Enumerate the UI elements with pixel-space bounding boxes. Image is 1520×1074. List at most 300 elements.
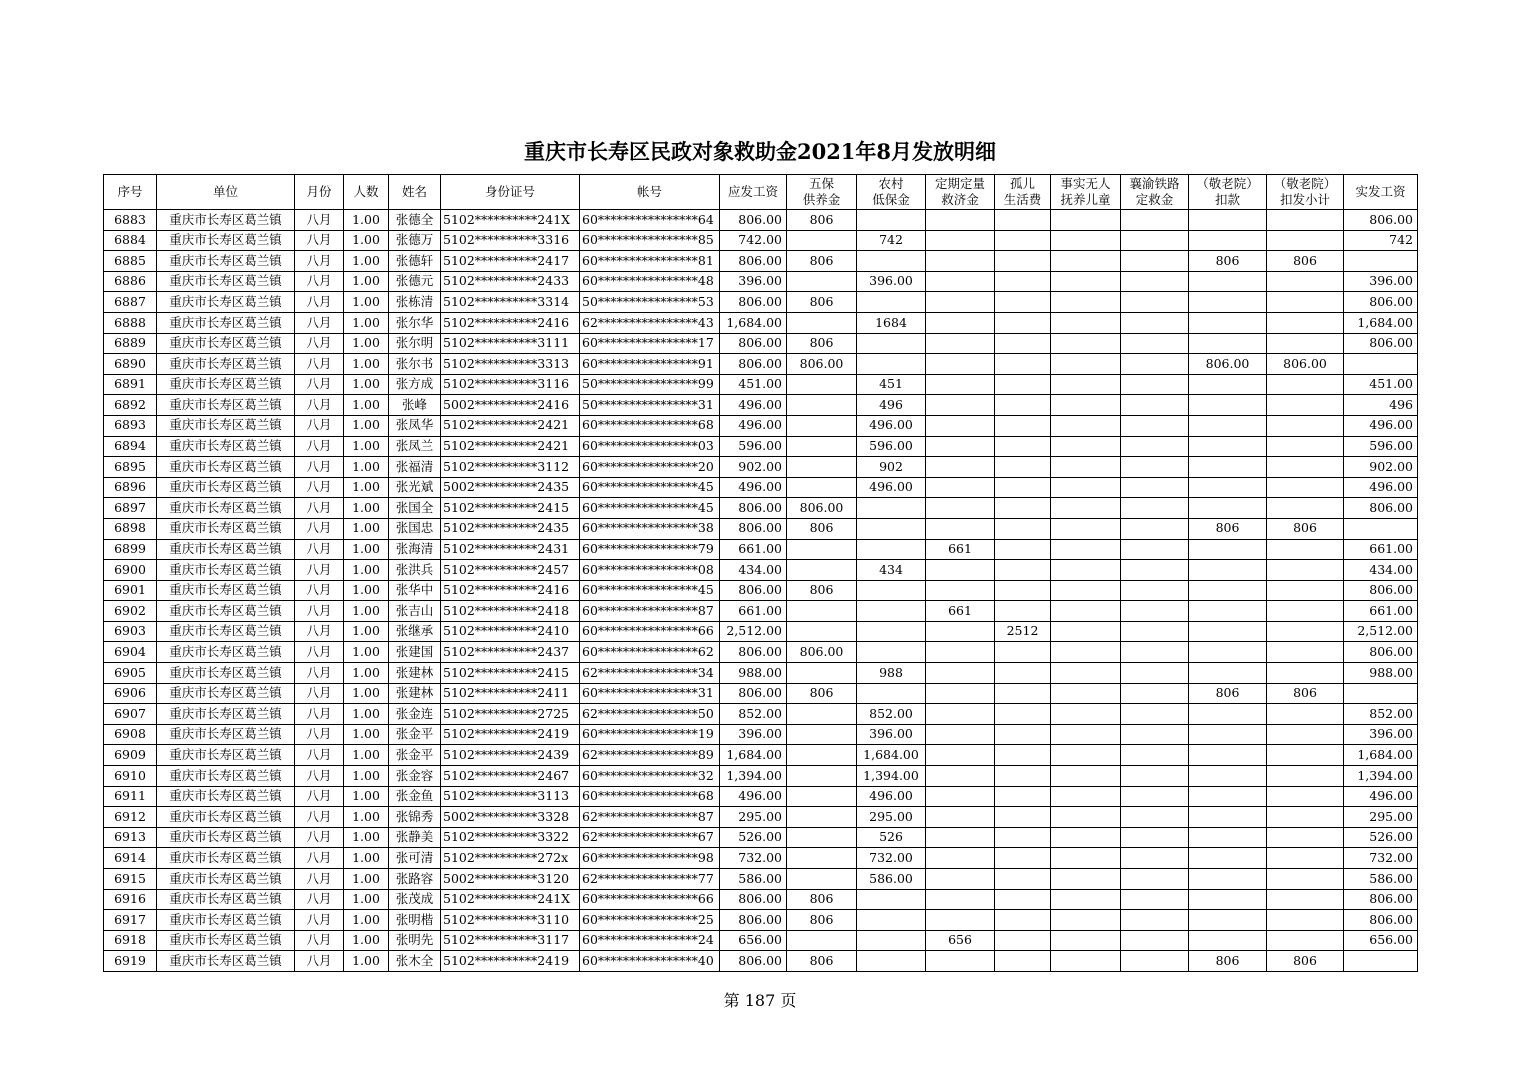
table-cell: [926, 477, 995, 498]
table-cell: [1189, 395, 1267, 416]
table-cell: 重庆市长寿区葛兰镇: [157, 683, 295, 704]
column-header: 帐号: [580, 175, 720, 210]
table-cell: 6883: [104, 210, 157, 231]
table-cell: [1051, 745, 1121, 766]
table-cell: 1.00: [344, 786, 389, 807]
table-cell: 5102**********3110: [441, 910, 580, 931]
table-cell: [926, 951, 995, 972]
table-row: [104, 704, 1418, 725]
table-cell: [1051, 374, 1121, 395]
table-cell: 6892: [104, 395, 157, 416]
table-cell: 八月: [295, 560, 344, 581]
relief-table: [103, 174, 1418, 972]
table-cell: 451.00: [720, 374, 787, 395]
table-cell: 重庆市长寿区葛兰镇: [157, 580, 295, 601]
table-cell: 1.00: [344, 827, 389, 848]
table-cell: [1121, 683, 1189, 704]
table-cell: 806: [1189, 951, 1267, 972]
table-cell: [1051, 580, 1121, 601]
table-cell: 重庆市长寿区葛兰镇: [157, 539, 295, 560]
table-cell: 八月: [295, 374, 344, 395]
table-cell: 988.00: [1344, 663, 1418, 684]
table-cell: [1189, 210, 1267, 231]
table-cell: [995, 560, 1051, 581]
table-cell: 张德万: [389, 230, 441, 251]
table-cell: [1121, 477, 1189, 498]
table-cell: 5102**********241X: [441, 210, 580, 231]
table-cell: [1121, 745, 1189, 766]
table-cell: [1051, 889, 1121, 910]
table-cell: 八月: [295, 642, 344, 663]
table-cell: 重庆市长寿区葛兰镇: [157, 395, 295, 416]
table-cell: [1267, 663, 1344, 684]
table-cell: [926, 560, 995, 581]
table-cell: 526.00: [720, 827, 787, 848]
table-cell: 60****************79: [580, 539, 720, 560]
table-cell: 656.00: [1344, 930, 1418, 951]
table-cell: 62****************34: [580, 663, 720, 684]
table-cell: [995, 724, 1051, 745]
table-cell: [1267, 766, 1344, 787]
table-cell: 6919: [104, 951, 157, 972]
table-row: [104, 312, 1418, 333]
table-cell: [926, 518, 995, 539]
table-cell: 1,394.00: [1344, 766, 1418, 787]
table-cell: [926, 807, 995, 828]
table-cell: 50****************99: [580, 374, 720, 395]
table-cell: 661.00: [1344, 539, 1418, 560]
table-cell: [995, 889, 1051, 910]
table-row: [104, 580, 1418, 601]
table-cell: 806.00: [720, 210, 787, 231]
table-cell: 806.00: [1344, 889, 1418, 910]
table-row: [104, 436, 1418, 457]
table-cell: [1051, 663, 1121, 684]
table-cell: 重庆市长寿区葛兰镇: [157, 807, 295, 828]
table-cell: 张茂成: [389, 889, 441, 910]
table-cell: [787, 230, 857, 251]
table-cell: 1.00: [344, 436, 389, 457]
table-cell: [1267, 312, 1344, 333]
table-cell: 1.00: [344, 271, 389, 292]
table-cell: [995, 910, 1051, 931]
table-cell: 1,684.00: [1344, 312, 1418, 333]
table-cell: 5102**********3117: [441, 930, 580, 951]
page-title: 重庆市长寿区民政对象救助金2021年8月发放明细: [523, 139, 997, 164]
table-row: [104, 889, 1418, 910]
table-cell: 5102**********2418: [441, 601, 580, 622]
table-cell: [857, 251, 926, 272]
table-cell: 重庆市长寿区葛兰镇: [157, 251, 295, 272]
table-cell: 八月: [295, 518, 344, 539]
table-cell: 张德元: [389, 271, 441, 292]
table-cell: 5102**********2417: [441, 251, 580, 272]
table-cell: [1189, 230, 1267, 251]
table-cell: [995, 848, 1051, 869]
table-cell: [857, 642, 926, 663]
table-cell: [1267, 374, 1344, 395]
table-cell: 295.00: [857, 807, 926, 828]
table-cell: 1,684.00: [720, 312, 787, 333]
table-cell: [1051, 251, 1121, 272]
table-cell: [1189, 724, 1267, 745]
table-cell: 张建国: [389, 642, 441, 663]
table-cell: 八月: [295, 827, 344, 848]
table-cell: [995, 436, 1051, 457]
table-cell: 806: [787, 580, 857, 601]
table-row: [104, 395, 1418, 416]
table-cell: [926, 848, 995, 869]
table-cell: 60****************64: [580, 210, 720, 231]
table-cell: 重庆市长寿区葛兰镇: [157, 786, 295, 807]
table-cell: [1189, 539, 1267, 560]
table-cell: [926, 786, 995, 807]
table-cell: [995, 786, 1051, 807]
table-cell: [1051, 539, 1121, 560]
table-cell: [1121, 498, 1189, 519]
table-cell: [1121, 930, 1189, 951]
table-cell: [1189, 869, 1267, 890]
table-cell: 295.00: [720, 807, 787, 828]
table-cell: 451: [857, 374, 926, 395]
table-cell: 1.00: [344, 663, 389, 684]
table-cell: 806: [1267, 951, 1344, 972]
table-cell: 张建林: [389, 683, 441, 704]
table-cell: [857, 210, 926, 231]
table-cell: 5002**********2416: [441, 395, 580, 416]
table-cell: 八月: [295, 869, 344, 890]
table-cell: [995, 374, 1051, 395]
table-cell: [1121, 889, 1189, 910]
table-cell: 60****************45: [580, 498, 720, 519]
table-cell: 重庆市长寿区葛兰镇: [157, 415, 295, 436]
table-cell: [995, 601, 1051, 622]
table-cell: 八月: [295, 498, 344, 519]
table-cell: 重庆市长寿区葛兰镇: [157, 518, 295, 539]
table-cell: [1189, 415, 1267, 436]
table-cell: [857, 621, 926, 642]
table-cell: 60****************66: [580, 889, 720, 910]
table-cell: [1189, 827, 1267, 848]
table-row: [104, 518, 1418, 539]
table-cell: 596.00: [720, 436, 787, 457]
table-cell: 661.00: [1344, 601, 1418, 622]
table-cell: [1189, 580, 1267, 601]
table-cell: 6903: [104, 621, 157, 642]
table-cell: 50****************53: [580, 292, 720, 313]
table-cell: 6898: [104, 518, 157, 539]
table-cell: 八月: [295, 786, 344, 807]
table-cell: [926, 704, 995, 725]
table-cell: 5102**********2435: [441, 518, 580, 539]
table-row: [104, 374, 1418, 395]
table-cell: [995, 580, 1051, 601]
table-cell: 596.00: [857, 436, 926, 457]
column-header: 农村 低保金: [857, 175, 926, 210]
table-cell: 6907: [104, 704, 157, 725]
table-cell: 852.00: [857, 704, 926, 725]
table-cell: 5102**********2439: [441, 745, 580, 766]
table-cell: 重庆市长寿区葛兰镇: [157, 930, 295, 951]
table-cell: 5102**********2431: [441, 539, 580, 560]
table-cell: [857, 354, 926, 375]
table-cell: [995, 683, 1051, 704]
table-cell: [1051, 457, 1121, 478]
table-cell: [857, 333, 926, 354]
table-cell: 806: [787, 292, 857, 313]
table-cell: 5102**********2467: [441, 766, 580, 787]
table-cell: [1121, 374, 1189, 395]
table-cell: 重庆市长寿区葛兰镇: [157, 477, 295, 498]
table-cell: 张峰: [389, 395, 441, 416]
table-cell: [1051, 869, 1121, 890]
header-row: [104, 175, 1418, 210]
table-cell: 重庆市长寿区葛兰镇: [157, 560, 295, 581]
table-row: [104, 642, 1418, 663]
table-cell: 6897: [104, 498, 157, 519]
table-cell: 1.00: [344, 560, 389, 581]
table-cell: [1051, 312, 1121, 333]
table-cell: 656: [926, 930, 995, 951]
table-cell: [1121, 848, 1189, 869]
table-cell: 806.00: [1344, 580, 1418, 601]
table-cell: [1121, 518, 1189, 539]
table-cell: [1267, 642, 1344, 663]
table-cell: [1051, 395, 1121, 416]
table-cell: 八月: [295, 395, 344, 416]
table-cell: [1121, 230, 1189, 251]
table-cell: 1.00: [344, 951, 389, 972]
table-cell: [1121, 580, 1189, 601]
table-cell: 60****************98: [580, 848, 720, 869]
table-cell: [1267, 292, 1344, 313]
table-cell: 60****************66: [580, 621, 720, 642]
table-cell: [1267, 724, 1344, 745]
table-cell: 八月: [295, 436, 344, 457]
table-cell: 1,394.00: [857, 766, 926, 787]
table-cell: [995, 807, 1051, 828]
table-row: [104, 230, 1418, 251]
table-cell: [787, 766, 857, 787]
table-cell: 661: [926, 601, 995, 622]
table-cell: [787, 601, 857, 622]
table-cell: [1189, 436, 1267, 457]
table-cell: 6904: [104, 642, 157, 663]
table-cell: [1267, 807, 1344, 828]
table-cell: 1.00: [344, 580, 389, 601]
table-cell: [1121, 560, 1189, 581]
table-cell: [1189, 292, 1267, 313]
table-cell: 张金容: [389, 766, 441, 787]
table-cell: 1.00: [344, 869, 389, 890]
table-cell: 6893: [104, 415, 157, 436]
table-cell: 2512: [995, 621, 1051, 642]
table-cell: 5102**********2416: [441, 580, 580, 601]
table-cell: [787, 827, 857, 848]
table-row: [104, 663, 1418, 684]
table-cell: 重庆市长寿区葛兰镇: [157, 724, 295, 745]
table-cell: [1189, 477, 1267, 498]
table-cell: 806.00: [720, 518, 787, 539]
table-cell: [857, 951, 926, 972]
table-cell: [1051, 683, 1121, 704]
table-cell: 1.00: [344, 930, 389, 951]
table-cell: 62****************77: [580, 869, 720, 890]
table-cell: [1344, 518, 1418, 539]
table-cell: [787, 539, 857, 560]
table-cell: [1051, 724, 1121, 745]
table-cell: [1189, 312, 1267, 333]
table-cell: [787, 663, 857, 684]
table-cell: [857, 518, 926, 539]
table-cell: 806: [787, 210, 857, 231]
table-cell: [995, 951, 1051, 972]
table-cell: 806.00: [720, 333, 787, 354]
table-cell: 806: [1267, 251, 1344, 272]
table-row: [104, 292, 1418, 313]
table-cell: [1121, 807, 1189, 828]
table-cell: [1267, 848, 1344, 869]
table-row: [104, 457, 1418, 478]
table-cell: 5102**********2419: [441, 724, 580, 745]
table-cell: 八月: [295, 704, 344, 725]
table-cell: 八月: [295, 457, 344, 478]
page-number: 第 187 页: [723, 991, 797, 1010]
table-cell: [857, 601, 926, 622]
table-cell: [926, 415, 995, 436]
table-cell: [787, 560, 857, 581]
table-cell: [1189, 910, 1267, 931]
table-cell: 62****************87: [580, 807, 720, 828]
table-cell: [1051, 498, 1121, 519]
table-cell: 张凤华: [389, 415, 441, 436]
table-cell: 60****************68: [580, 415, 720, 436]
table-cell: 重庆市长寿区葛兰镇: [157, 601, 295, 622]
table-cell: 496.00: [720, 786, 787, 807]
table-cell: 806: [1189, 683, 1267, 704]
table-cell: [1121, 312, 1189, 333]
table-cell: 1.00: [344, 415, 389, 436]
table-cell: 806: [1267, 518, 1344, 539]
table-cell: [1189, 663, 1267, 684]
table-cell: [857, 930, 926, 951]
table-cell: [1267, 745, 1344, 766]
table-cell: 八月: [295, 210, 344, 231]
table-cell: 5102**********3112: [441, 457, 580, 478]
table-cell: 742: [857, 230, 926, 251]
table-cell: [1189, 807, 1267, 828]
table-cell: [1121, 354, 1189, 375]
table-cell: [1051, 436, 1121, 457]
table-row: [104, 251, 1418, 272]
table-cell: [1051, 210, 1121, 231]
table-cell: [1051, 807, 1121, 828]
table-cell: [1121, 251, 1189, 272]
column-header: 姓名: [389, 175, 441, 210]
table-cell: 张金平: [389, 745, 441, 766]
table-cell: [926, 230, 995, 251]
table-cell: 张凤兰: [389, 436, 441, 457]
table-cell: [1267, 436, 1344, 457]
column-header: 孤儿 生活费: [995, 175, 1051, 210]
table-cell: [1267, 601, 1344, 622]
table-cell: [926, 869, 995, 890]
table-cell: 62****************67: [580, 827, 720, 848]
table-cell: 1.00: [344, 518, 389, 539]
table-cell: 434: [857, 560, 926, 581]
table-row: [104, 910, 1418, 931]
table-cell: [1344, 951, 1418, 972]
table-cell: [926, 724, 995, 745]
table-cell: 1.00: [344, 292, 389, 313]
table-cell: 张尔书: [389, 354, 441, 375]
table-cell: 5102**********3111: [441, 333, 580, 354]
table-cell: [787, 704, 857, 725]
table-cell: 60****************20: [580, 457, 720, 478]
table-cell: [1121, 642, 1189, 663]
table-cell: [1189, 704, 1267, 725]
table-row: [104, 745, 1418, 766]
table-cell: 732.00: [1344, 848, 1418, 869]
table-cell: [1267, 395, 1344, 416]
table-cell: [1267, 869, 1344, 890]
table-cell: [1189, 745, 1267, 766]
table-cell: [995, 333, 1051, 354]
table-cell: 806: [1189, 251, 1267, 272]
table-cell: 张方成: [389, 374, 441, 395]
table-cell: 1.00: [344, 477, 389, 498]
table-cell: 八月: [295, 745, 344, 766]
table-cell: [926, 436, 995, 457]
table-cell: [926, 766, 995, 787]
table-cell: 张德全: [389, 210, 441, 231]
table-cell: 张明先: [389, 930, 441, 951]
table-cell: 6911: [104, 786, 157, 807]
table-cell: [995, 869, 1051, 890]
table-cell: 1.00: [344, 210, 389, 231]
table-cell: [926, 457, 995, 478]
table-cell: 5102**********2421: [441, 415, 580, 436]
table-cell: 重庆市长寿区葛兰镇: [157, 374, 295, 395]
table-cell: 重庆市长寿区葛兰镇: [157, 889, 295, 910]
table-cell: 八月: [295, 663, 344, 684]
table-cell: 重庆市长寿区葛兰镇: [157, 230, 295, 251]
table-cell: 396.00: [857, 724, 926, 745]
table-cell: [1267, 210, 1344, 231]
table-row: [104, 415, 1418, 436]
table-cell: 八月: [295, 354, 344, 375]
table-cell: 张国忠: [389, 518, 441, 539]
table-cell: 806: [787, 889, 857, 910]
table-cell: [926, 210, 995, 231]
table-cell: [1051, 477, 1121, 498]
table-cell: 5102**********3314: [441, 292, 580, 313]
table-cell: 八月: [295, 621, 344, 642]
table-cell: 5102**********2421: [441, 436, 580, 457]
table-cell: 396.00: [720, 271, 787, 292]
table-cell: [1189, 642, 1267, 663]
table-cell: 5102**********3116: [441, 374, 580, 395]
table-cell: 八月: [295, 251, 344, 272]
table-cell: 806: [787, 910, 857, 931]
column-header: 月份: [295, 175, 344, 210]
table-cell: 902: [857, 457, 926, 478]
table-cell: [995, 292, 1051, 313]
table-cell: 6884: [104, 230, 157, 251]
table-cell: [995, 354, 1051, 375]
table-cell: 396.00: [1344, 271, 1418, 292]
table-cell: 张国全: [389, 498, 441, 519]
